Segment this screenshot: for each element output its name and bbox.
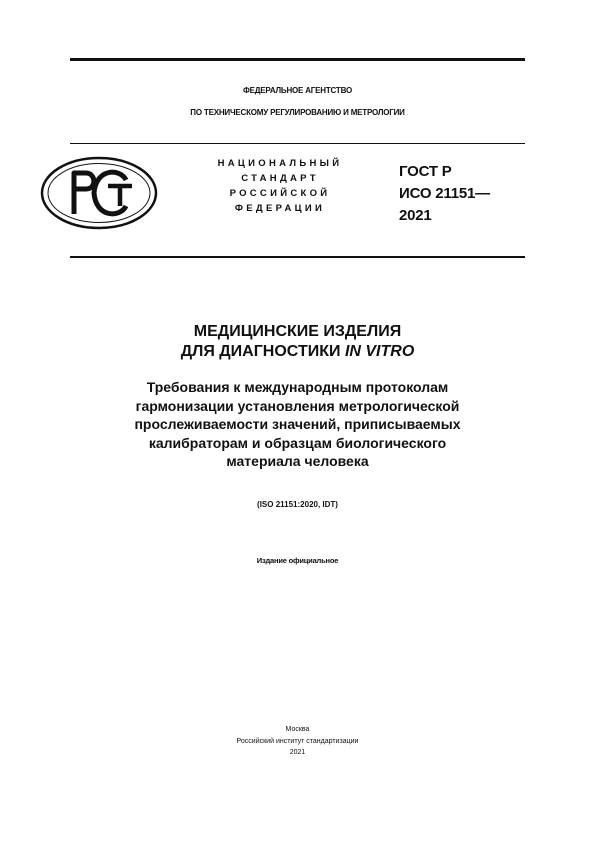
standard-number-line-3: 2021 bbox=[399, 207, 432, 224]
middle-rule bbox=[70, 143, 525, 144]
agency-header bbox=[70, 80, 525, 124]
subtitle-line-1: Требования к международным протоколам bbox=[146, 379, 449, 395]
subtitle-line-4: калибраторам и образцам биологического bbox=[148, 434, 447, 451]
agency-line-2: ПО ТЕХНИЧЕСКОМУ РЕГУЛИРОВАНИЮ И МЕТРОЛОГИИ bbox=[190, 108, 405, 117]
imprint-publisher: Российский институт стандартизации bbox=[236, 737, 359, 745]
subtitle-line-5: материала человека bbox=[226, 453, 369, 470]
document-subtitle bbox=[40, 378, 555, 471]
title-line-2-prefix: ДЛЯ ДИАГНОСТИКИ bbox=[180, 343, 345, 360]
standard-label-line-4: ФЕДЕРАЦИИ bbox=[234, 203, 326, 214]
top-rule bbox=[70, 58, 525, 61]
standard-label-line-2: СТАНДАРТ bbox=[241, 173, 319, 184]
standard-number-line-2: ИСО 21151— bbox=[399, 185, 490, 202]
standard-label bbox=[195, 156, 365, 216]
standard-number bbox=[399, 161, 529, 227]
standard-label-line-1: НАЦИОНАЛЬНЫЙ bbox=[217, 158, 343, 169]
iso-reference: (ISO 21151:2020, IDT) bbox=[257, 500, 338, 509]
imprint bbox=[40, 724, 555, 759]
title-line-2-italic: IN VITRO bbox=[344, 343, 415, 360]
bottom-rule bbox=[70, 256, 525, 258]
document-title bbox=[40, 322, 555, 362]
title-line-2 bbox=[40, 342, 555, 362]
title-line-1: МЕДИЦИНСКИЕ ИЗДЕЛИЯ bbox=[193, 323, 402, 340]
imprint-city: Москва bbox=[285, 726, 310, 733]
imprint-year: 2021 bbox=[289, 749, 306, 756]
standard-label-line-3: РОССИЙСКОЙ bbox=[229, 188, 331, 199]
subtitle-line-2: гармонизации установления метрологической bbox=[135, 397, 460, 414]
rst-logo-icon bbox=[40, 156, 158, 230]
agency-line-1: ФЕДЕРАЛЬНОЕ АГЕНТСТВО bbox=[242, 86, 352, 95]
edition-note: Издание официальное bbox=[256, 556, 339, 565]
standard-number-line-1: ГОСТ Р bbox=[399, 163, 452, 180]
subtitle-line-3: прослеживаемости значений, приписываемых bbox=[134, 416, 461, 433]
